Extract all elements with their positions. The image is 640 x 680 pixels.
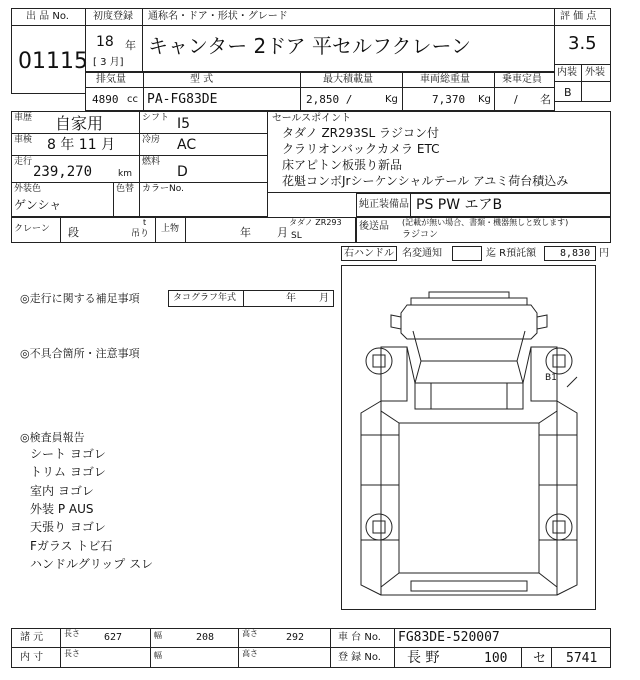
displacement-label: 排気量 [96, 74, 126, 85]
lot-number: 01115 [18, 49, 88, 74]
inspection-label: 車検 [14, 135, 33, 145]
mileage-value: 239,270 [33, 164, 93, 180]
defects-label: ◎不具合箇所・注意事項 [20, 347, 140, 360]
gross-weight-label: 車両総重量 [420, 74, 470, 85]
sales-points-label: セールスポイント [272, 113, 352, 124]
reg-year: 18 [96, 34, 114, 50]
color-no-label: カラーNo. [142, 184, 184, 194]
report-line-2: トリム ヨゴレ [30, 465, 106, 479]
report-line-4: 外装 P AUS [30, 502, 94, 516]
upper-label: 上物 [161, 224, 180, 234]
reg-area: 長 野 [407, 650, 440, 666]
capacity-unit: 名 [540, 93, 551, 106]
int-dims-label: 内 寸 [20, 652, 44, 663]
after-item: ラジコン [402, 230, 439, 240]
sales-point-3: 床アピトン板張り新品 [282, 158, 403, 172]
after-items-label: 後送品 [359, 221, 389, 232]
inspector-report-label: ◎検査員報告 [20, 431, 85, 444]
model-label: 型 式 [190, 74, 214, 85]
ac-value: AC [177, 137, 197, 153]
recycle-deposit-label: 迄 R預託額 [486, 248, 537, 259]
car-name: キャンター 2ドア 平セルフクレーン [148, 34, 472, 58]
width-label: 幅 [154, 631, 162, 640]
mileage-label: 走行 [14, 157, 33, 167]
max-load-unit: Kg [385, 94, 398, 105]
height-value: 292 [286, 632, 305, 643]
ext-color-value: ゲンシャ [14, 198, 62, 212]
score-box [554, 8, 611, 102]
reg-number: 5741 [566, 651, 598, 666]
int-length-label: 長さ [64, 649, 80, 658]
recycle-deposit-unit: 円 [599, 248, 609, 259]
tachograph-month: 月 [319, 293, 329, 304]
name-change-box [452, 246, 482, 261]
dims-label: 諸 元 [20, 632, 44, 643]
length-label: 長さ [64, 629, 80, 638]
truck-outline-diagram [341, 265, 596, 610]
equipment-value: PS PW エアB [416, 197, 503, 213]
first-reg-label: 初度登録 [93, 11, 133, 22]
history-label: 車歴 [14, 113, 33, 123]
max-load-label: 最大積載量 [323, 74, 373, 85]
max-load-value: 2,850 / [306, 93, 353, 106]
after-items-note: (記載が無い場合、書類・機器無しと致します) [402, 218, 569, 227]
capacity-value: / [514, 93, 518, 106]
gross-weight-unit: Kg [478, 94, 491, 105]
upper-model-bottom: SL [291, 231, 302, 241]
history-value: 自家用 [55, 114, 104, 133]
crane-lift-unit: 吊り [131, 229, 150, 239]
lot-label: 出 品 No. [26, 11, 69, 22]
report-line-7: ハンドルグリップ スレ [30, 557, 154, 571]
upper-month: 月 [277, 226, 288, 239]
int-height-label: 高さ [242, 649, 258, 658]
chassis-value: FG83DE-520007 [398, 630, 500, 645]
interior-score: B [564, 86, 572, 99]
reg-label: 登 録 No. [338, 652, 381, 663]
int-width-label: 幅 [154, 651, 162, 660]
reg-class: 100 [484, 651, 508, 666]
int-dims-row [11, 647, 331, 668]
shift-label: シフト [142, 113, 170, 123]
upper-model-top: タダノ ZR293 [289, 218, 342, 227]
dims-row [11, 628, 331, 648]
score-label: 評 価 点 [560, 11, 597, 22]
mileage-unit: km [118, 169, 132, 179]
displacement-value: 4890 [92, 93, 119, 106]
exterior-score-label: 外装 [585, 67, 605, 78]
fuel-value: D [177, 164, 188, 180]
fuel-label: 燃料 [142, 157, 161, 167]
ac-label: 冷房 [142, 135, 161, 145]
color-change-label: 色替 [116, 184, 135, 194]
model-value: PA-FG83DE [147, 92, 218, 107]
report-line-3: 室内 ヨゴレ [30, 484, 94, 498]
name-change-label: 名変通知 [402, 248, 442, 259]
sales-point-4: 花魁コンボJrシーケンシャルテール アユミ荷台積込み [282, 174, 569, 188]
report-line-5: 天張り ヨゴレ [30, 520, 106, 534]
recycle-deposit-value: 8,830 [560, 248, 591, 259]
shift-value: I5 [177, 116, 191, 132]
length-value: 627 [104, 632, 123, 643]
height-label: 高さ [242, 629, 258, 638]
width-value: 208 [196, 632, 215, 643]
displacement-unit: cc [127, 94, 138, 105]
sales-point-2: クラリオンバックカメラ ETC [282, 142, 440, 156]
interior-score-label: 内装 [557, 67, 577, 78]
crane-label: クレーン [14, 224, 50, 234]
gross-weight-value: 7,370 [432, 93, 466, 106]
report-line-6: Fガラス トビ石 [30, 539, 113, 553]
report-line-1: シート ヨゴレ [30, 447, 106, 461]
equipment-label: 純正装備品 [359, 199, 409, 210]
right-hand-label: 右ハンドル [344, 248, 394, 259]
reg-kana: セ [533, 651, 547, 666]
capacity-label: 乗車定員 [502, 74, 542, 85]
score-value: 3.5 [568, 33, 597, 54]
diagram-mark-b1: B1 [545, 373, 557, 383]
sales-point-1: タダノ ZR293SL ラジコン付 [282, 126, 440, 140]
chassis-label: 車 台 No. [338, 632, 381, 643]
upper-year: 年 [240, 226, 251, 239]
specs-header-row [85, 72, 555, 88]
crane-steps: 段 [68, 226, 79, 239]
car-name-label: 通称名・ドア・形状・グレード [148, 11, 288, 22]
reg-year-unit: 年 [125, 39, 136, 52]
ext-color-label: 外装色 [14, 184, 42, 194]
inspection-value: 8 年 11 月 [47, 137, 116, 153]
tachograph-label: タコグラフ年式 [173, 293, 237, 303]
supplement-label: ◎走行に関する補足事項 [20, 292, 140, 305]
tachograph-year: 年 [286, 293, 296, 304]
crane-lift-t: t [143, 218, 147, 227]
reg-month: [ 3 月] [93, 57, 124, 68]
